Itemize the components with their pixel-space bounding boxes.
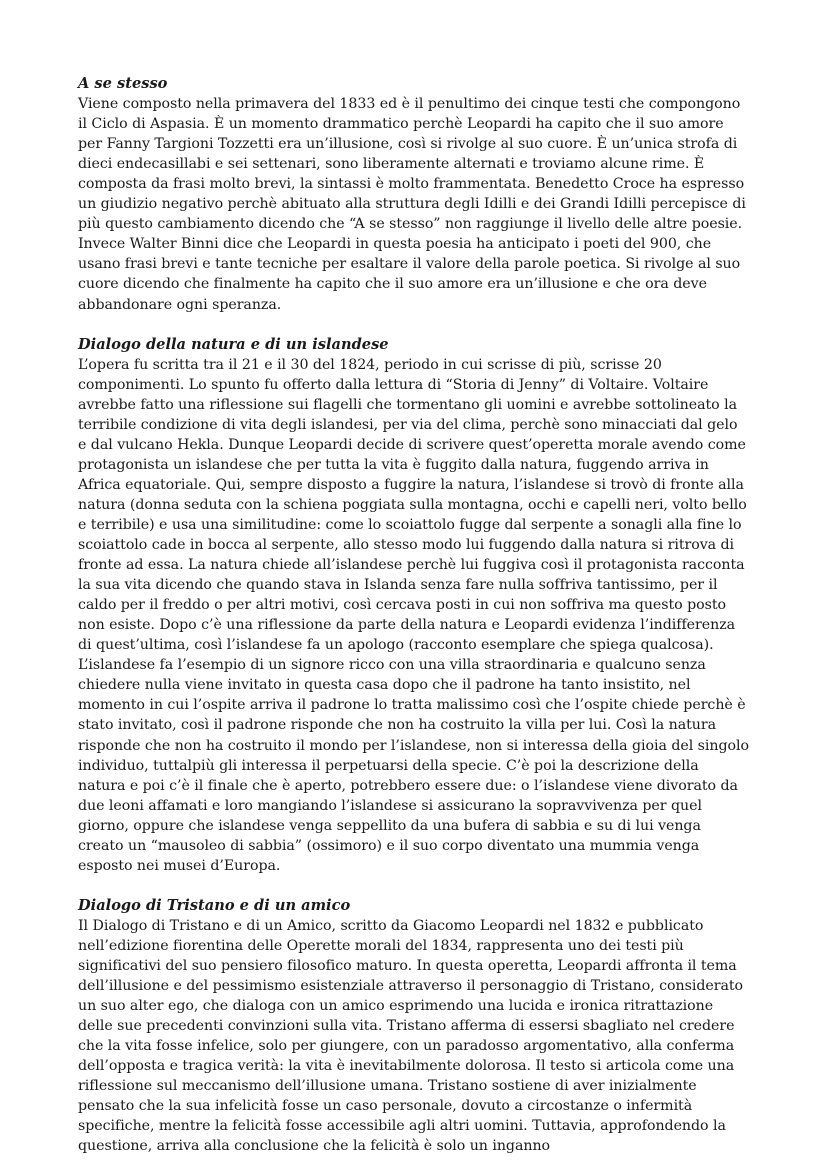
section-title: A se stesso [78,75,168,92]
section-body: L’opera fu scritta tra il 21 e il 30 del 1824, periodo in cui scrisse di più, scrisse 20 componimenti. Lo spunto fu offerto dalla lettura di “Storia di Jenny” di Voltaire. Voltaire avrebbe fatto una riflessione sui flagelli che tormentano gli uomini e avrebbe sottolineato la terribile condizione di vita degli islandesi, per via del clima, perchè sono minacciati dal gelo e dal vulcano Hekla. Dunque Leopardi decide di scrivere quest’operetta morale avendo come protagonista un islandese che per tutta la vita è fuggito dalla natura, fuggendo arriva in Africa equatoriale. Qui, sempre disposto a fuggire la natura, l’islandese si trovò di fronte alla natura (donna seduta con la schiena poggiata sulla montagna, occhi e capelli neri, volto bello e terribile) e usa una similitudine: come lo scoiattolo fugge dal serpente a sonagli alla fine lo scoiattolo cade in bocca al serpente, allo stesso modo lui fuggendo dalla natura si ritrova di fronte ad essa. La natura chiede all’islandese perchè lui fuggiva così il protagonista racconta la sua vita dicendo che quando stava in Islanda senza fare nulla soffriva tantissimo, per il caldo per il freddo o per altri motivi, così cercava posti in cui non soffriva ma questo posto non esiste. Dopo c’è una riflessione da parte della natura e Leopardi evidenza l’indifferenza di quest’ultima, così l’islandese fa un apologo (racconto esemplare che spiega qualcosa). L’islandese fa l’esempio di un signore ricco con una villa straordinaria e qualcuno senza chiedere nulla viene invitato in questa casa dopo che il padrone ha tanto insistito, nel momento in cui l’ospite arriva il padrone lo tratta malissimo così che l’ospite chiede perchè è stato invitato, così il padrone risponde che non ha costruito la villa per lui. Così la natura risponde che non ha costruito il mondo per l’islandese, non si interessa della gioia del singolo individuo, tuttalpiù gli interessa il perpetuarsi della specie. C’è poi la descrizione della natura e poi c’è il finale che è aperto, potrebbero essere due: o l’islandese viene divorato da due leoni affamati e loro mangiando l’islandese si assicurano la sopravvivenza per quel giorno, oppure che islandese venga seppellito da una bufera di sabbia e su di lui venga creato un “mausoleo di sabbia” (ossimoro) e il suo corpo diventato una mummia venga esposto nei musei d’Europa. [78,356,749,874]
section-title: Dialogo di Tristano e di un amico [78,896,351,914]
section-body: Il Dialogo di Tristano e di un Amico, scritto da Giacomo Leopardi nel 1832 e pubblicato nell’edizione fiorentina delle Operette morali del 1834, rappresenta uno dei testi più significativi del suo pensiero filosofico maturo. In questa operetta, Leopardi affronta il tema dell’illusione e del pessimismo esistenziale attraverso il personaggio di Tristano, considerato un suo alter ego, che dialoga con un amico esprimendo una lucida e ironica ritrattazione delle sue precedenti convinzioni sulla vita. Tristano afferma di essersi sbagliato nel credere che la vita fosse infelice, solo per giungere, con un paradosso argomentativo, alla conferma dell’opposta e tragica verità: la vita è inevitabilmente dolorosa. Il testo si articola come una riflessione sul meccanismo dell’illusione umana. Tristano sostiene di aver inizialmente pensato che la sua infelicità fosse un caso personale, dovuto a circostanze o infermità specifiche, mentre la felicità fosse accessibile agli altri uomini. Tuttavia, approfondendo la questione, arriva alla conclusione che la felicità è solo un inganno [78,917,743,1155]
section-dialogo-tristano [78,896,750,1157]
section-a-se-stesso [78,74,750,315]
section-dialogo-natura-islandese [78,335,750,876]
section-body: Viene composto nella primavera del 1833 ed è il penultimo dei cinque testi che compongono il Ciclo di Aspasia. È un momento drammatico perchè Leopardi ha capito che il suo amore per Fanny Targioni Tozzetti era un’illusione, così si rivolge al suo cuore. È un’unica strofa di dieci endecasillabi e sei settenari, sono liberamente alternati e troviamo alcune rime. È composta da frasi molto brevi, la sintassi è molto frammentata. Benedetto Croce ha espresso un giudizio negativo perchè abituato alla struttura degli Idilli e dei Grandi Idilli percepisce di più questo cambiamento dicendo che “A se stesso” non raggiunge il livello delle altre poesie. Invece Walter Binni dice che Leopardi in questa poesia ha anticipato i poeti del 900, che usano frasi brevi e tante tecniche per esaltare il valore della parole poetica. Si rivolge al suo cuore dicendo che finalmente ha capito che il suo amore era un’illusione e che ora deve abbandonare ogni speranza. [78,96,746,313]
section-title: Dialogo della natura e di un islandese [78,335,389,353]
document-page [78,74,750,1176]
